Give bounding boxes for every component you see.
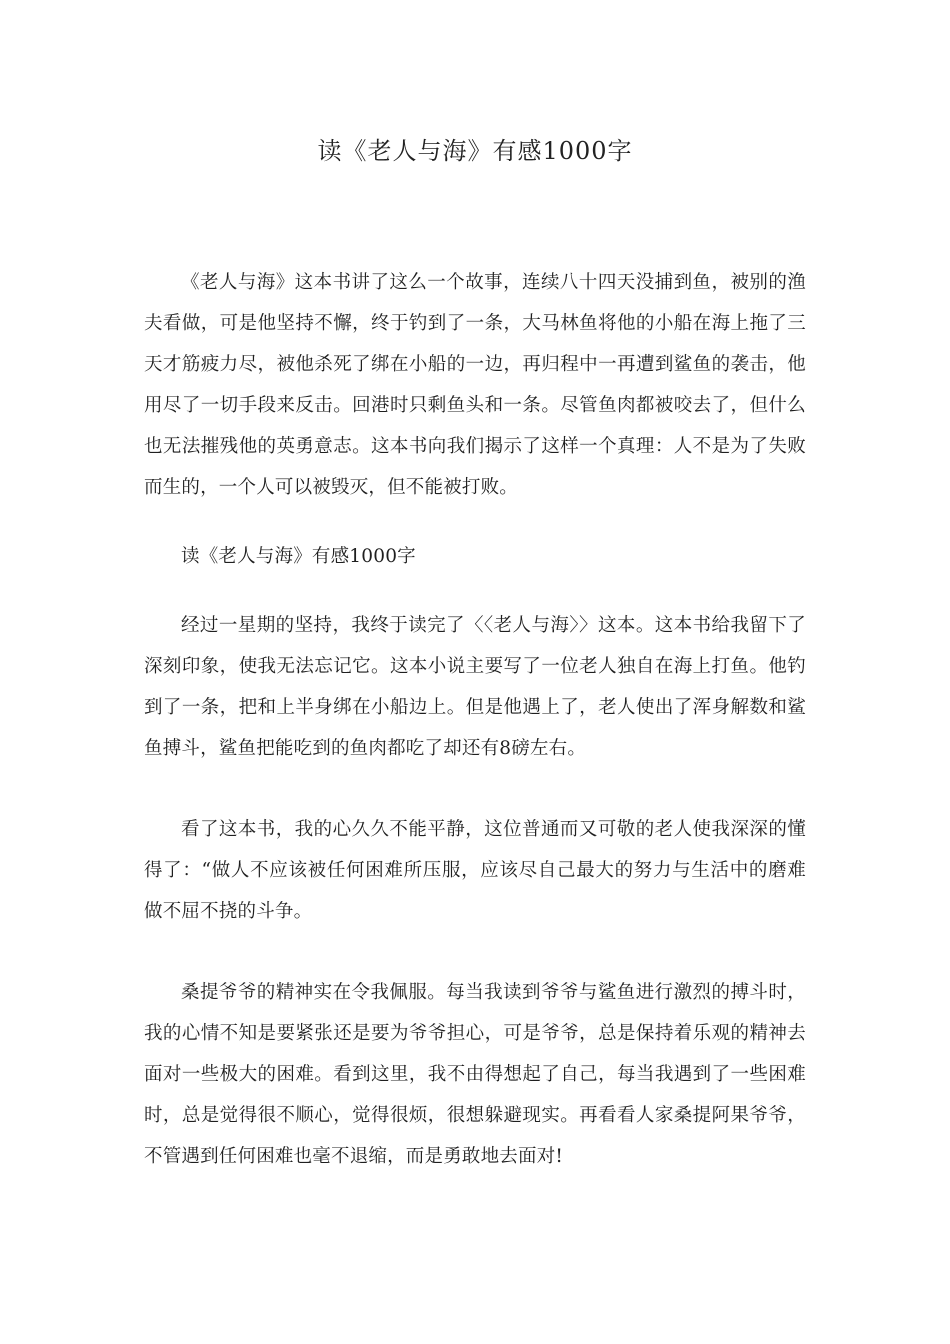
document-body xyxy=(144,262,806,1177)
paragraph-subheading: 读《老人与海》有感1000字 xyxy=(181,546,416,567)
paragraph-story-summary: 《老人与海》这本书讲了这么一个故事，连续八十四天没捕到鱼，被别的渔夫看做，可是他坚持不懈，终于钓到了一条，大马林鱼将他的小船在海上拖了三天才筋疲力尽，被他杀死了绑在小船的一边，再归程中一再遭到鲨鱼的袭击，他用尽了一切手段来反击。回港时只剩鱼头和一条。尽管鱼肉都被咬去了，但什么也无法摧残他的英勇意志。这本书向我们揭示了这样一个真理：人不是为了失败而生的，一个人可以被毁灭，但不能被打败。 xyxy=(144,272,806,498)
document-title: 读《老人与海》有感1000字 xyxy=(317,137,633,165)
paragraph-admiration: 桑提爷爷的精神实在令我佩服。每当我读到爷爷与鲨鱼进行激烈的搏斗时，我的心情不知是要紧张还是要为爷爷担心，可是爷爷，总是保持着乐观的精神去面对一些极大的困难。看到这里，我不由得想起了自己，每当我遇到了一些困难时，总是觉得很不顺心，觉得很烦，很想躲避现实。再看看人家桑提阿果爷爷，不管遇到任何困难也毫不退缩，而是勇敢地去面对! xyxy=(144,982,806,1167)
paragraph-reflection: 看了这本书，我的心久久不能平静，这位普通而又可敬的老人使我深深的懂得了：“做人不应该被任何困难所压服，应该尽自己最大的努力与生活中的磨难做不屈不挠的斗争。 xyxy=(144,819,806,922)
paragraph-reading-experience: 经过一星期的坚持，我终于读完了〈〈老人与海〉〉这本。这本书给我留下了深刻印象，使我无法忘记它。这本小说主要写了一位老人独自在海上打鱼。他钓到了一条，把和上半身绑在小船边上。但是他遇上了，老人使出了浑身解数和鲨鱼搏斗，鲨鱼把能吃到的鱼肉都吃了却还有8磅左右。 xyxy=(144,615,806,759)
